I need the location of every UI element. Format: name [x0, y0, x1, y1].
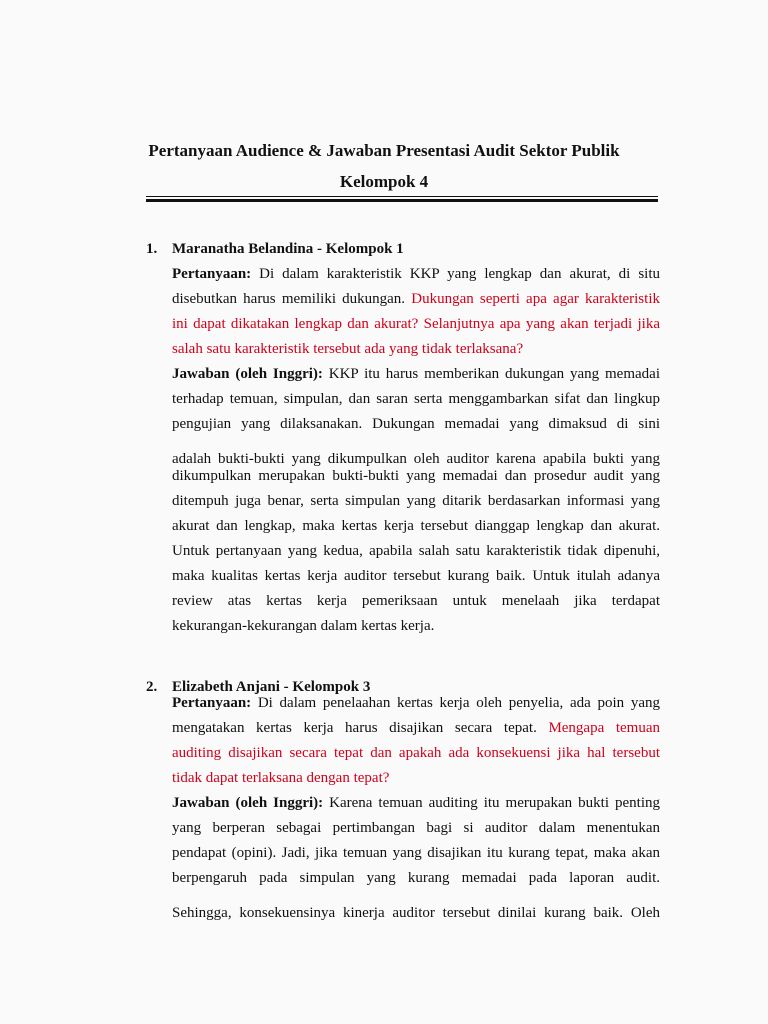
text-line: Jawaban (oleh Inggri): Karena temuan auditing itu merupakan bukti penting: [172, 795, 660, 811]
text-line: akurat dan lengkap, maka kertas kerja tersebut dianggap lengkap dan akurat.: [172, 518, 660, 534]
text-line: Pertanyaan: Di dalam penelaahan kertas kerja oleh penyelia, ada poin yang: [172, 695, 660, 711]
highlighted-question: ini dapat dikatakan lengkap dan akurat? Selanjutnya apa yang akan terjadi jika: [172, 316, 660, 332]
text-line: review atas kertas kerja pemeriksaan untuk menelaah jika terdapat: [172, 593, 660, 609]
text-line: terhadap temuan, simpulan, dan saran serta menggambarkan sifat dan lingkup: [172, 391, 660, 407]
item-number: 1.: [146, 241, 158, 257]
answer-label: Jawaban (oleh Inggri):: [172, 366, 323, 382]
text-line: yang berperan sebagai pertimbangan bagi si auditor dalam menentukan: [172, 820, 660, 836]
answer-label: Jawaban (oleh Inggri):: [172, 795, 324, 811]
highlighted-question: Dukungan seperti apa agar karakteristik: [411, 291, 660, 307]
text-line: berpengaruh pada simpulan yang kurang memadai pada laporan audit.: [172, 870, 660, 886]
text-line: mengatakan kertas kerja harus disajikan secara tepat. Mengapa temuan: [172, 720, 660, 736]
item-number: 2.: [146, 679, 158, 695]
text-line: Jawaban (oleh Inggri): KKP itu harus memberikan dukungan yang memadai: [172, 366, 660, 382]
item-heading: Maranatha Belandina - Kelompok 1: [172, 241, 404, 257]
highlighted-question: Mengapa temuan: [548, 720, 660, 736]
text-line: kekurangan-kekurangan dalam kertas kerja.: [172, 618, 435, 634]
text-line: Pertanyaan: Di dalam karakteristik KKP yang lengkap dan akurat, di situ: [172, 266, 660, 282]
question-label: Pertanyaan:: [172, 695, 252, 711]
title-rule-thin: [146, 196, 658, 197]
text-line: disebutkan harus memiliki dukungan. Dukungan seperti apa agar karakteristik: [172, 291, 660, 307]
highlighted-question: auditing disajikan secara tepat dan apakah ada konsekuensi jika hal tersebut: [172, 745, 660, 761]
highlighted-question: tidak dapat terlaksana dengan tepat?: [172, 770, 390, 786]
text-line: ditempuh juga benar, serta simpulan yang ditarik berdasarkan informasi yang: [172, 493, 660, 509]
title-rule-thick: [146, 199, 658, 202]
document-subtitle: Kelompok 4: [339, 172, 429, 191]
question-label: Pertanyaan:: [172, 266, 252, 282]
text-line: pendapat (opini). Jadi, jika temuan yang disajikan itu kurang tepat, maka akan: [172, 845, 660, 861]
highlighted-question: salah satu karakteristik tersebut ada yang tidak terlaksana?: [172, 341, 524, 357]
text-line: pengujian yang dilaksanakan. Dukungan memadai yang dimaksud di sini: [172, 416, 660, 432]
text-line: Untuk pertanyaan yang kedua, apabila salah satu karakteristik tidak dipenuhi,: [172, 543, 660, 559]
document-title: Pertanyaan Audience & Jawaban Presentasi Audit Sektor Publik: [148, 141, 620, 160]
text-line: Sehingga, konsekuensinya kinerja auditor tersebut dinilai kurang baik. Oleh: [172, 905, 660, 921]
text-line: maka kualitas kertas kerja auditor tersebut kurang baik. Untuk itulah adanya: [172, 568, 660, 584]
text-line: adalah bukti-bukti yang dikumpulkan oleh auditor karena apabila bukti yang: [172, 451, 660, 467]
text-line: dikumpulkan merupakan bukti-bukti yang memadai dan prosedur audit yang: [172, 468, 660, 484]
item-heading: Elizabeth Anjani - Kelompok 3: [172, 679, 371, 695]
